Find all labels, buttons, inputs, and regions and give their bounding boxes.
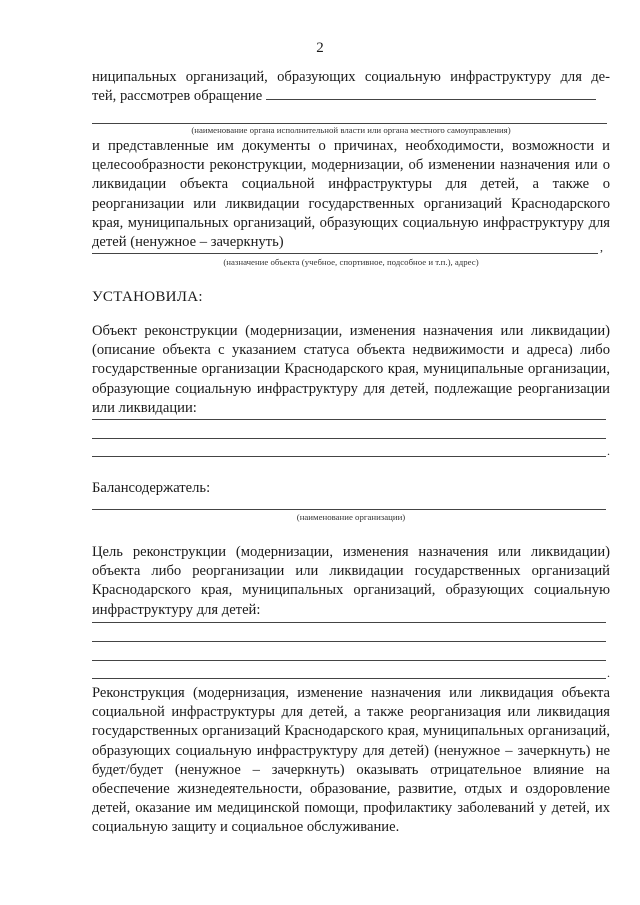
authority-caption: (наименование органа исполнительной власти или органа местного самоуправления) bbox=[191, 125, 511, 135]
object-purpose-blank-line bbox=[92, 253, 598, 254]
authority-blank-line bbox=[92, 123, 607, 124]
intro-paragraph bbox=[92, 68, 610, 106]
intro-line-1: ниципальных организаций, образующих социальную инфраструктуру для де- bbox=[92, 69, 610, 85]
holder-blank-line bbox=[92, 509, 606, 510]
purpose-blank-line-3 bbox=[92, 660, 606, 661]
object-purpose-caption: (назначение объекта (учебное, спортивное, подсобное и т.п.), адрес) bbox=[223, 257, 479, 267]
impact-paragraph: Реконструкция (модернизация, изменение назначения или ликвидация объекта социальной инфраструктуры для детей, а также реорганизация или ликвидация государственных организаций Краснодарского края, муниципальных организаций, образующих социальную инфраструктуру для детей) (ненужное – зачеркнуть) не будет/будет (ненужное – зачеркнуть) оказывать отрицательное влияние на обеспечение жизнедеятельности, образование, развитие, отдых и оздоровление детей, оказание им медицинской помощи, профилактику заболеваний у детей, их социальную защиту и социальное обслуживание. bbox=[92, 685, 610, 836]
section-heading: УСТАНОВИЛА: bbox=[92, 289, 203, 305]
object-blank-line-2 bbox=[92, 438, 606, 439]
purpose-paragraph: Цель реконструкции (модернизации, изменения назначения или ликвидации) объекта либо реорганизации или ликвидации государственных организаций Краснодарского края, муниципальных организаций, образующих социальную инфраструктуру для детей: bbox=[92, 544, 610, 618]
purpose-blank-line-4 bbox=[92, 678, 606, 679]
line-end-comma: , bbox=[600, 240, 603, 254]
holder-caption: (наименование организации) bbox=[296, 512, 406, 522]
page-number: 2 bbox=[316, 40, 324, 56]
authority-fill-line bbox=[266, 87, 596, 100]
holder-label: Балансодержатель: bbox=[92, 480, 211, 496]
purpose-blank-line-2 bbox=[92, 641, 606, 642]
intro-line-2-text: тей, рассмотрев обращение bbox=[92, 88, 263, 105]
object-blank-line-1 bbox=[92, 419, 606, 420]
purpose-end-period: . bbox=[607, 666, 610, 680]
object-end-period: . bbox=[607, 444, 610, 458]
object-blank-line-3 bbox=[92, 456, 606, 457]
considered-paragraph: и представленные им документы о причинах, необходимости, возможности и целесообразности реконструкции, модернизации, об изменении назначения или о ликвидации объекта социальной инфраструктуры для детей, а также о реорганизации или ликвидации государственных организаций Краснодарского края, муниципальных организаций, образующих социальную инфраструктуру для детей (ненужное – зачеркнуть) bbox=[92, 138, 610, 251]
object-paragraph: Объект реконструкции (модернизации, изменения назначения или ликвидации) (описание объекта с указанием статуса объекта недвижимости и адреса) либо государственные организации Краснодарского края, муниципальные организации, образующие социальную инфраструктуру для детей, подлежащие реорганизации или ликвидации: bbox=[92, 323, 610, 416]
intro-line-2 bbox=[92, 87, 610, 106]
purpose-blank-line-1 bbox=[92, 622, 606, 623]
